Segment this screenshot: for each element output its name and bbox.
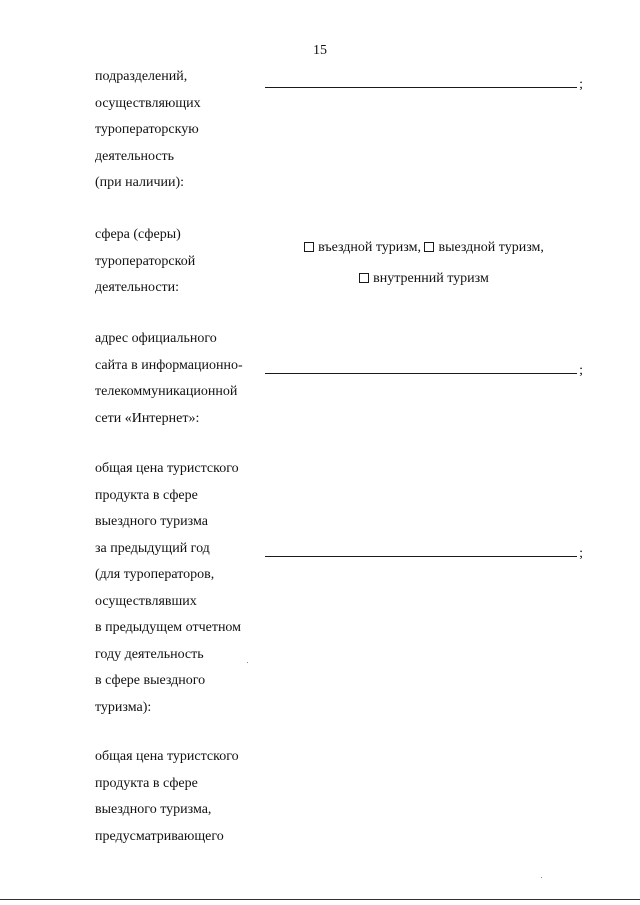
blank-line [265,556,577,557]
option-inbound[interactable] [304,238,421,258]
label-line: продукта в сфере [95,775,198,791]
label-line: (при наличии): [95,175,185,190]
label-line: сайта в информационно- [95,357,243,373]
outbound-price-planned-label [95,748,265,854]
label-line: году деятельность [95,646,204,662]
outbound-price-prev-year-label [95,460,265,725]
subdivisions-label [95,68,265,201]
label-line: выездного туризма [95,514,208,529]
field-terminator: ; [579,546,583,561]
option-domestic[interactable] [359,269,489,289]
label-line: (для туроператоров, [95,567,215,582]
label-line: предусматривающего [95,828,224,844]
label-line: телекоммуникационной [95,384,238,399]
outbound-price-prev-year-field[interactable] [265,541,583,561]
field-terminator: ; [579,77,583,92]
label-line: осуществляющих [95,95,201,111]
label-line: сфера (сферы) [95,227,181,242]
label-line: деятельность [95,148,175,164]
label-line: туроператорскую [95,122,199,137]
subdivisions-field[interactable] [265,72,583,92]
scan-speck [541,877,542,878]
option-label: внутренний туризм [373,271,489,286]
label-line: в предыдущем отчетном [95,620,242,635]
blank-line [265,87,577,88]
scan-speck [247,662,248,663]
tourism-sphere-label [95,226,265,306]
tourism-sphere-options [265,238,583,300]
label-line: выездного туризма, [95,802,212,817]
page-number: 15 [313,43,327,58]
checkbox-icon[interactable] [424,242,434,252]
label-line: сети «Интернет»: [95,410,200,426]
website-field[interactable] [265,358,583,378]
label-line: продукта в сфере [95,487,198,503]
label-line: за предыдущий год [95,540,210,556]
label-line: туроператорской [95,253,196,269]
option-outbound[interactable] [424,238,543,258]
blank-line [265,373,577,374]
label-line: общая цена туристского [95,749,239,764]
checkbox-icon[interactable] [359,273,369,283]
label-line: подразделений, [95,69,188,84]
label-line: деятельности: [95,280,180,295]
label-line: туризма): [95,699,152,715]
scan-bottom-edge [0,899,640,900]
option-label: въездной туризм, [318,240,421,255]
label-line: адрес официального [95,331,217,346]
option-label: выездной туризм, [438,240,544,255]
label-line: общая цена туристского [95,461,239,476]
label-line: осуществлявших [95,593,197,609]
field-terminator: ; [579,363,583,378]
checkbox-icon[interactable] [304,242,314,252]
website-label [95,330,265,436]
label-line: в сфере выездного [95,673,206,688]
